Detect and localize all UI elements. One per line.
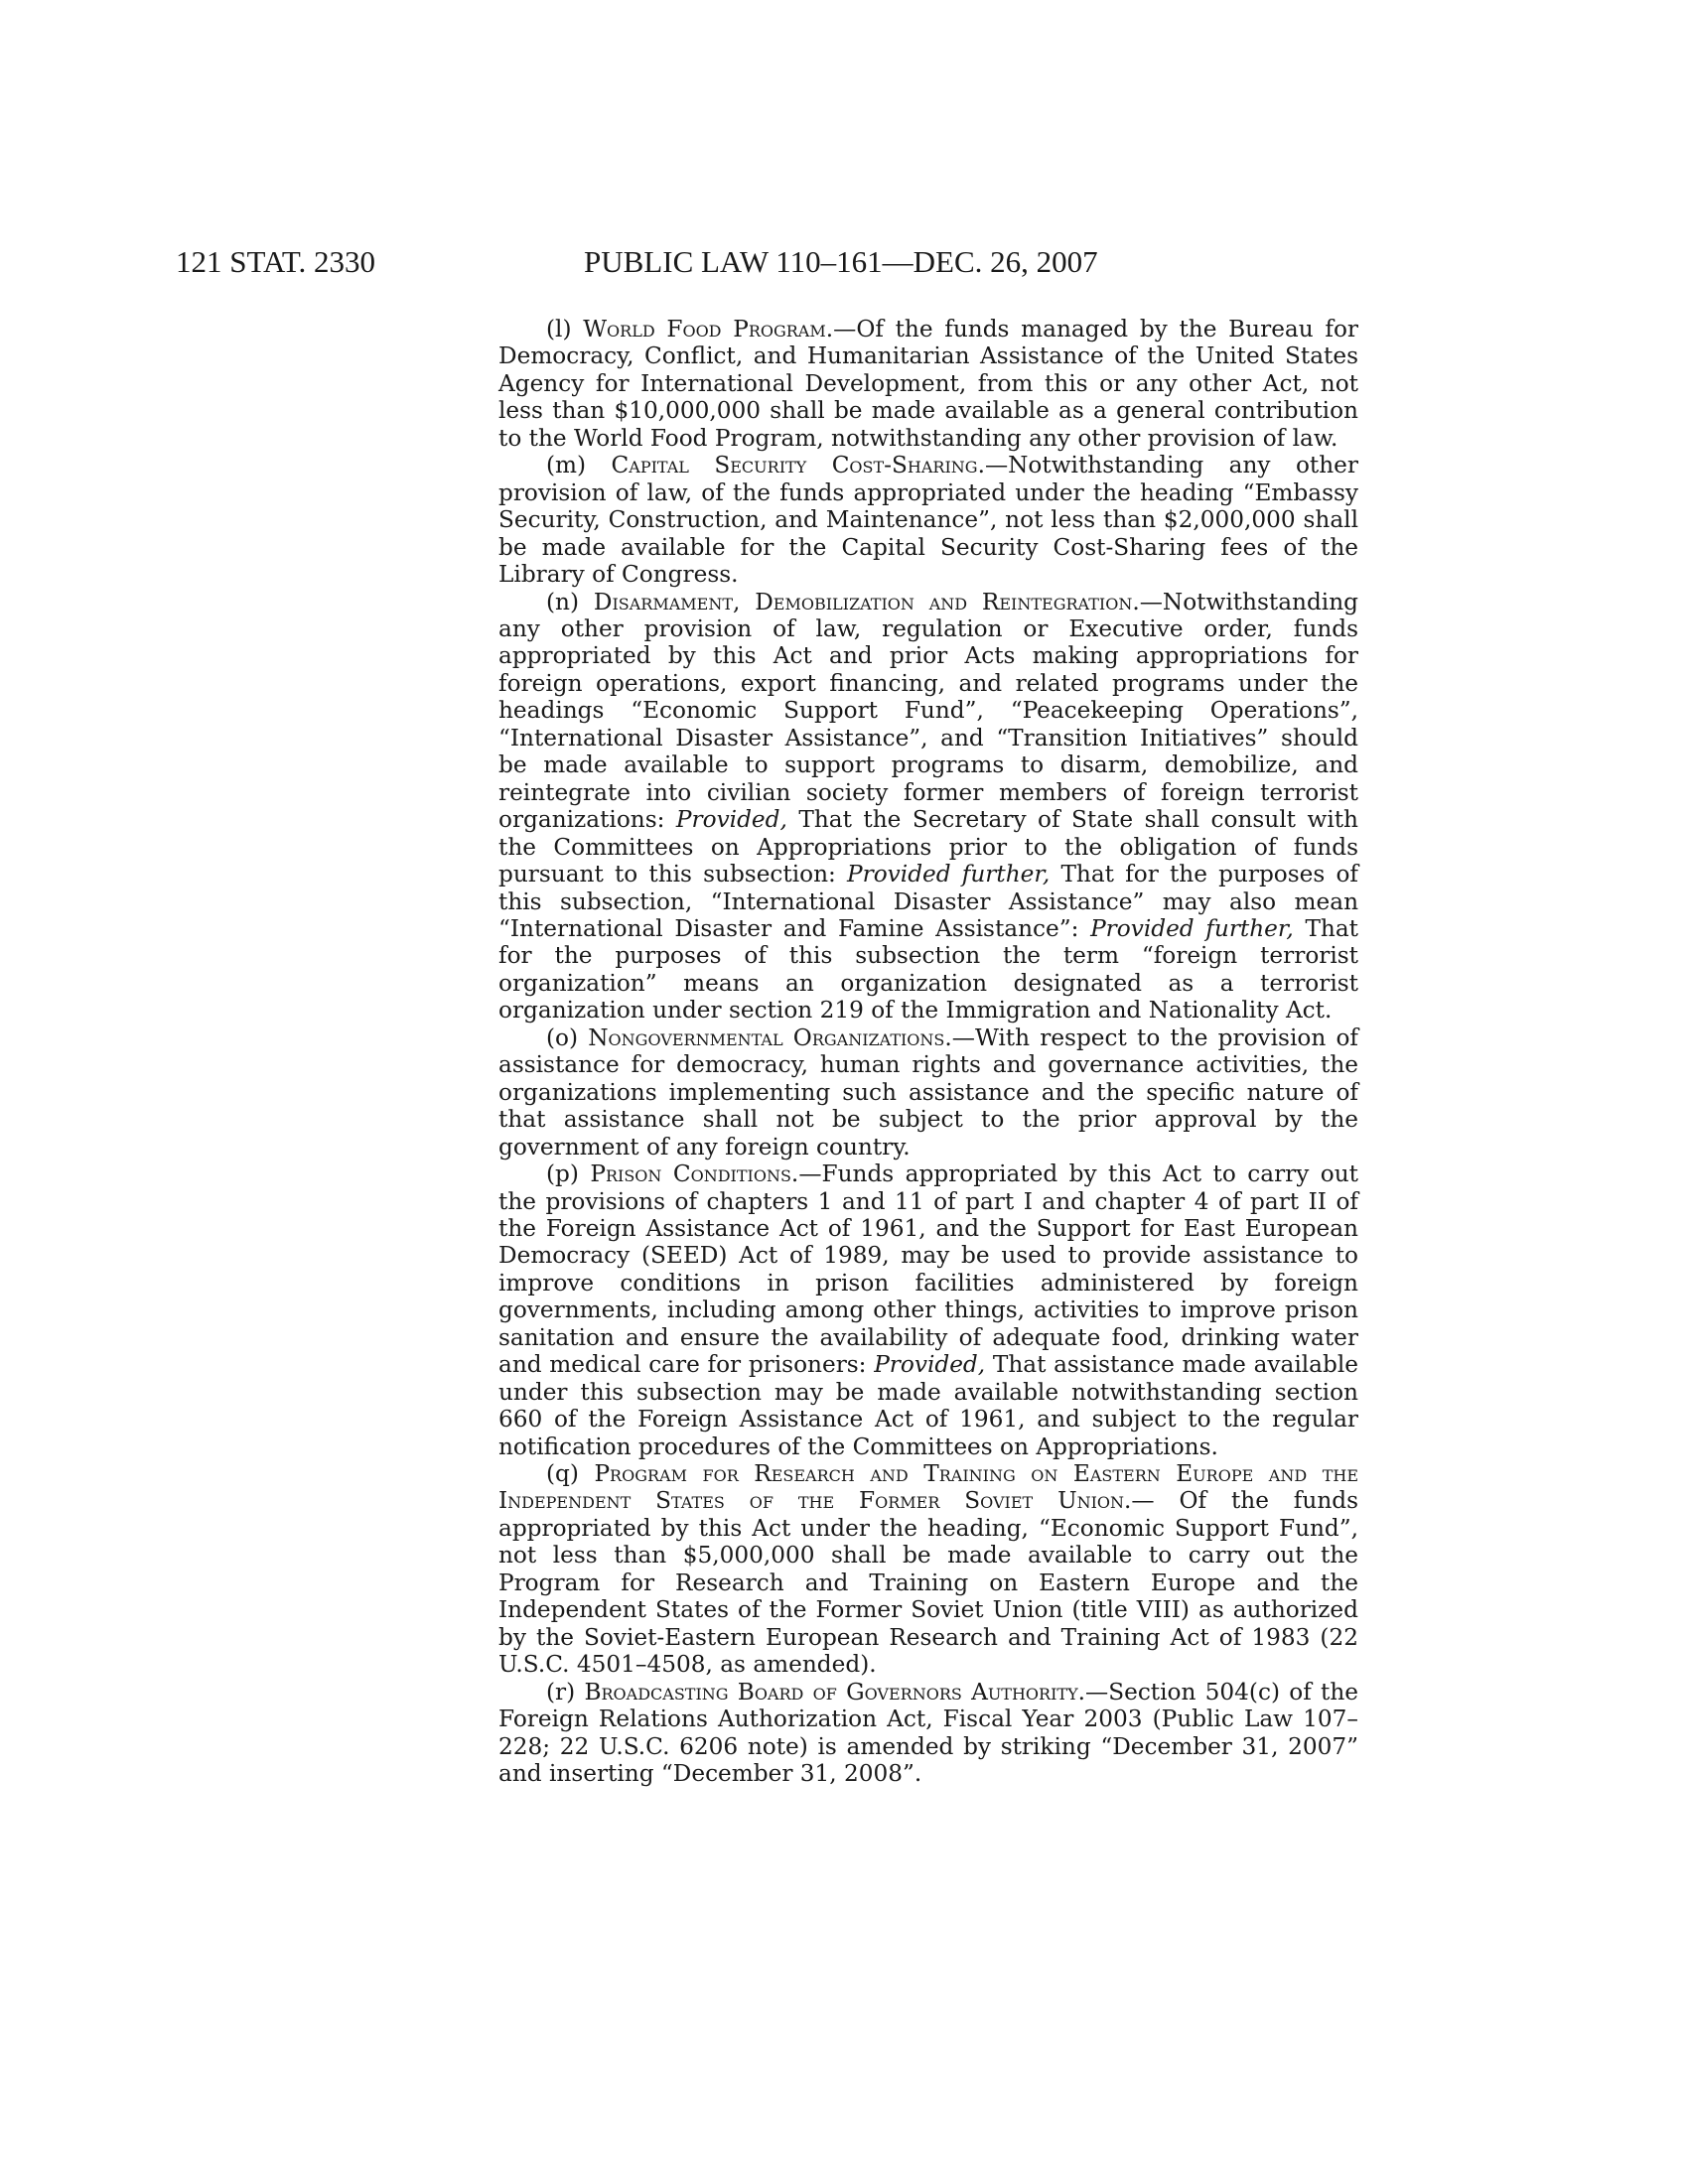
running-head bbox=[176, 242, 1367, 282]
proviso: Provided, bbox=[675, 806, 787, 834]
subsection-q bbox=[498, 1460, 1358, 1679]
subsection-heading: Disarmament, Demobilization and Reintegration. bbox=[593, 588, 1140, 615]
public-law-citation: PUBLIC LAW 110–161—DEC. 26, 2007 bbox=[584, 244, 1098, 279]
subsection-l bbox=[498, 316, 1358, 452]
proviso: Provided further, bbox=[1090, 914, 1294, 942]
subsection-heading: Nongovernmental Organizations. bbox=[588, 1024, 952, 1051]
subsection-text: — Of the funds appropriated by this Act under the heading, “Economic Support Fund”, not less than $5,000,000 shall be made available to carry out the Program for Research and Training on Eastern Europe and the Independent States of the Former Soviet Union (title VIII) as authorized by the Soviet-Eastern European Research and Training Act of 1983 (22 U.S.C. 4501–4508, as amended). bbox=[498, 1487, 1359, 1679]
subsection-n bbox=[498, 589, 1358, 1024]
subsection-text: —Notwithstanding any other provision of law, of the funds appropriated under the heading “Embassy Security, Construction, and Maintenance”, not less than $2,000,000 shall be made available for the Capital Security Cost-Sharing fees of the Library of Congress. bbox=[498, 452, 1358, 589]
subsection-heading: Broadcasting Board of Governors Authority. bbox=[584, 1678, 1086, 1706]
subsection-text: That assistance made available under this subsection may be made available notwithstanding section 660 of the Foreign Assistance Act of 1961, and subject to the regular notification procedures of the Committees on Appropriations. bbox=[498, 1351, 1358, 1460]
subsection-heading: Prison Conditions. bbox=[590, 1160, 799, 1188]
subsection-heading: Capital Security Cost-Sharing. bbox=[611, 452, 985, 479]
subsection-label: (o) bbox=[546, 1024, 579, 1051]
subsection-text: —Notwithstanding any other provision of law, regulation or Executive order, funds appropriated by this Act and prior Acts making appropriations for foreign operations, export financing, and related programs under the headings “Economic Support Fund”, “Peacekeeping Operations”, “International Disaster Assistance”, and “Transition Initiatives” should be made available to support programs to disarm, demobilize, and reintegrate into civilian society former members of foreign terrorist organizations: bbox=[498, 588, 1358, 834]
subsection-o bbox=[498, 1024, 1358, 1160]
subsection-text: —Funds appropriated by this Act to carry out the provisions of chapters 1 and 11 of part I and chapter 4 of part II of the Foreign Assistance Act of 1961, and the Support for East European Democracy (SEED) Act of 1989, may be used to provide assistance to improve conditions in prison facilities administered by foreign governments, including among other things, activities to improve prison sanitation and ensure the availability of adequate food, drinking water and medical care for prisoners: bbox=[498, 1160, 1358, 1379]
subsection-heading: World Food Program. bbox=[583, 316, 834, 342]
subsection-label: (l) bbox=[546, 316, 572, 342]
subsection-text: That the Secretary of State shall consult with the Committees on Appropriations prior to the obligation of funds pursuant to this subsection: bbox=[498, 806, 1358, 888]
subsection-label: (p) bbox=[546, 1160, 579, 1188]
subsection-text: That for the purposes of this subsection the term “foreign terrorist organization” means an organization designated as a terrorist organization under section 219 of the Immigration and Nationality Act. bbox=[498, 914, 1358, 1024]
statute-page-number: 121 STAT. 2330 bbox=[176, 244, 376, 279]
subsection-text: —Of the funds managed by the Bureau for Democracy, Conflict, and Humanitarian Assistance of the United States Agency for International Development, from this or any other Act, not less than $10,000,000 shall be made available as a general contribution to the World Food Program, notwithstanding any other provision of law. bbox=[498, 316, 1358, 452]
subsection-label: (r) bbox=[546, 1678, 576, 1706]
subsection-label: (n) bbox=[546, 588, 580, 615]
subsection-text: —With respect to the provision of assistance for democracy, human rights and governance activities, the organizations implementing such assistance and the specific nature of that assistance shall not be subject to the prior approval by the government of any foreign country. bbox=[498, 1024, 1358, 1160]
subsection-p bbox=[498, 1160, 1358, 1460]
subsection-text: That for the purposes of this subsection, “International Disaster Assistance” may also mean “International Disaster and Famine Assistance”: bbox=[498, 861, 1358, 942]
subsection-label: (m) bbox=[546, 452, 587, 479]
proviso: Provided, bbox=[874, 1351, 986, 1379]
subsection-m bbox=[498, 452, 1358, 588]
document-body bbox=[498, 316, 1358, 1787]
subsection-text: —Section 504(c) of the Foreign Relations Authorization Act, Fiscal Year 2003 (Public Law 107–228; 22 U.S.C. 6206 note) is amended by striking “December 31, 2007” and inserting “December 31, 2008”. bbox=[498, 1678, 1359, 1788]
subsection-heading: Program for Research and Training on Eastern Europe and the Independent States of the Former Soviet Union. bbox=[498, 1460, 1358, 1515]
proviso: Provided further, bbox=[847, 861, 1051, 888]
subsection-label: (q) bbox=[546, 1460, 579, 1488]
subsection-r bbox=[498, 1679, 1358, 1788]
